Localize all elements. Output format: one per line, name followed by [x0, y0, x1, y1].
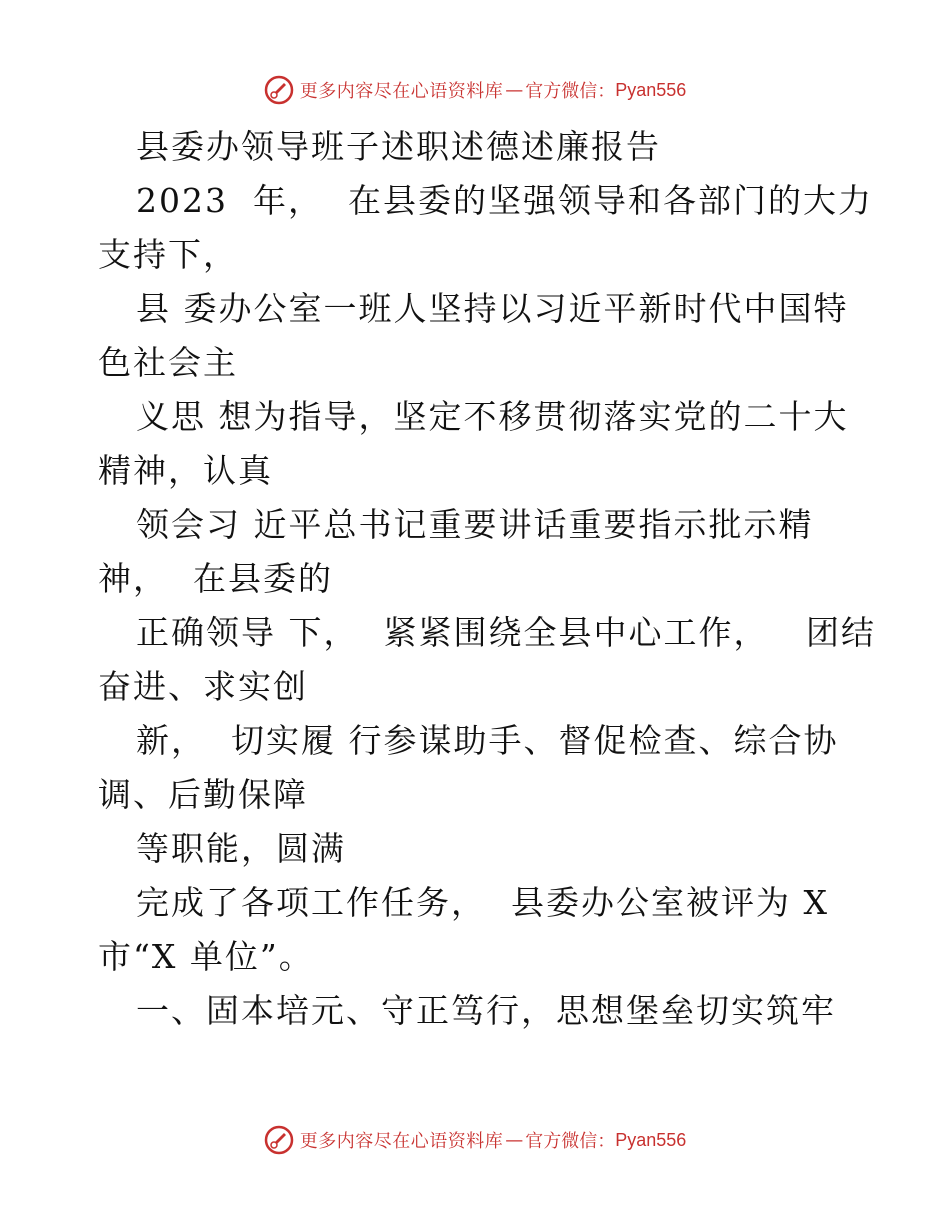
watermark-dash: —	[505, 79, 524, 101]
watermark-dash: —	[505, 1129, 524, 1151]
watermark-footer	[0, 1120, 950, 1160]
body-line: 完成了各项工作任务， 县委办公室被评为 X	[136, 883, 829, 922]
body-line: 色社会主	[98, 343, 238, 382]
body-line: 县 委办公室一班人坚持以习近平新时代中国特	[136, 289, 849, 328]
watermark-header	[0, 70, 950, 110]
body-line: 2023 年， 在县委的坚强领导和各部门的大力	[136, 181, 873, 220]
watermark-suffix: 官方微信：	[525, 81, 616, 102]
body-line: 义思 想为指导，坚定不移贯彻落实党的二十大	[136, 397, 849, 436]
body-line: 支持下，	[98, 235, 238, 274]
watermark-suffix: 官方微信：	[525, 1131, 616, 1152]
document-title: 县委办领导班子述职述德述廉报告	[136, 127, 661, 166]
watermark-id: Pyan556	[615, 1129, 687, 1150]
document-body	[98, 120, 876, 1038]
body-line: 奋进、求实创	[98, 667, 308, 706]
body-line: 精神，认真	[98, 451, 273, 490]
body-line: 新， 切实履 行参谋助手、督促检查、综合协	[136, 721, 839, 760]
watermark-text: 更多内容尽在心语资料库	[299, 1131, 504, 1152]
body-line: 调、后勤保障	[98, 775, 308, 814]
section-heading: 一、固本培元、守正笃行，思想堡垒切实筑牢	[136, 991, 836, 1030]
watermark-id: Pyan556	[615, 79, 687, 100]
body-line: 领会习 近平总书记重要讲话重要指示批示精	[136, 505, 814, 544]
watermark-text: 更多内容尽在心语资料库	[299, 81, 504, 102]
body-line: 市“X 单位”。	[98, 937, 314, 976]
body-line: 正确领导 下， 紧紧围绕全县中心工作， 团结	[136, 613, 876, 652]
body-line: 神， 在县委的	[98, 559, 333, 598]
brand-logo-icon	[264, 1125, 294, 1155]
body-line: 等职能，圆满	[136, 829, 346, 868]
brand-logo-icon	[264, 75, 294, 105]
